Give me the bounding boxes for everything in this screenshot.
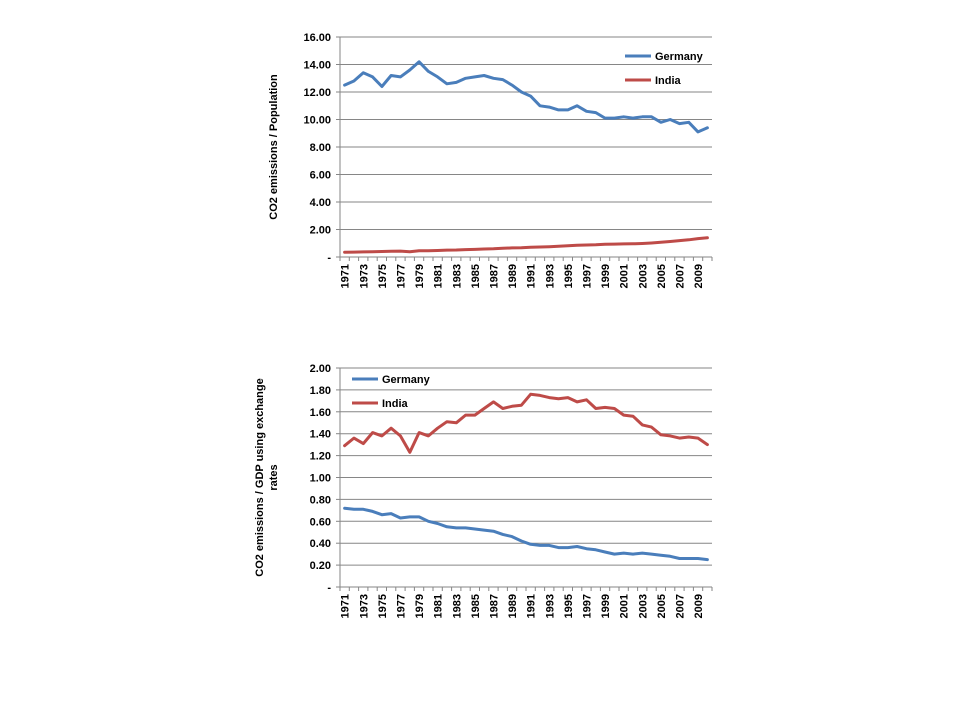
- x-tick-label: 1979: [414, 264, 427, 289]
- legend-label-india: India: [655, 75, 681, 87]
- y-axis-title: CO2 emissions / Population: [268, 74, 280, 220]
- x-tick-label: 1983: [451, 594, 464, 619]
- y-axis-title: CO2 emissions / GDP using exchange: [254, 378, 266, 577]
- series-line-germany: [345, 62, 708, 132]
- y-tick-label: 1.80: [309, 384, 331, 397]
- y-tick-label: 0.80: [309, 494, 331, 507]
- x-tick-label: 2005: [655, 264, 668, 289]
- x-tick-label: 2001: [618, 594, 631, 619]
- x-tick-label: 1971: [339, 594, 352, 619]
- y-tick-label: 1.60: [309, 406, 331, 419]
- x-tick-label: 1993: [544, 264, 557, 289]
- x-tick-label: 1991: [525, 264, 538, 289]
- y-tick-label: 14.00: [303, 59, 331, 72]
- y-tick-label: 2.00: [309, 363, 331, 375]
- y-tick-label: 12.00: [303, 87, 331, 99]
- x-tick-label: 1989: [507, 594, 520, 619]
- y-tick-label: -: [327, 582, 331, 594]
- x-tick-label: 1991: [525, 594, 538, 619]
- x-tick-label: 1997: [581, 264, 594, 289]
- y-tick-label: -: [327, 252, 331, 264]
- x-tick-label: 1971: [339, 264, 352, 289]
- x-tick-label: 1981: [432, 594, 445, 619]
- y-tick-label: 6.00: [309, 169, 331, 182]
- x-tick-label: 1985: [469, 594, 482, 619]
- y-tick-label: 8.00: [309, 142, 331, 154]
- x-tick-label: 1975: [376, 594, 389, 619]
- y-tick-label: 0.60: [309, 516, 331, 529]
- x-tick-label: 1977: [395, 594, 408, 619]
- y-tick-label: 4.00: [309, 197, 331, 209]
- x-tick-label: 1995: [562, 594, 575, 619]
- x-tick-label: 1977: [395, 264, 408, 289]
- y-tick-label: 1.20: [309, 450, 331, 463]
- y-tick-label: 16.00: [303, 32, 331, 44]
- x-tick-label: 1979: [414, 594, 427, 619]
- legend-label-germany: Germany: [382, 374, 430, 386]
- legend-label-india: India: [382, 398, 408, 410]
- x-tick-label: 1973: [358, 264, 371, 289]
- y-tick-label: 2.00: [309, 224, 331, 237]
- series-line-germany: [345, 508, 708, 559]
- x-tick-label: 2009: [693, 594, 706, 619]
- x-tick-label: 1999: [600, 264, 613, 289]
- y-tick-label: 0.20: [309, 560, 331, 573]
- x-tick-label: 1987: [488, 594, 501, 619]
- x-tick-label: 1975: [376, 264, 389, 289]
- x-tick-label: 2005: [655, 594, 668, 619]
- x-tick-label: 1999: [600, 594, 613, 619]
- x-tick-label: 1981: [432, 264, 445, 289]
- x-tick-label: 2007: [674, 594, 687, 619]
- x-tick-label: 2009: [693, 264, 706, 289]
- y-tick-label: 1.00: [309, 472, 331, 485]
- x-tick-label: 1993: [544, 594, 557, 619]
- x-tick-label: 2007: [674, 264, 687, 289]
- y-axis-title: rates: [268, 464, 280, 491]
- x-tick-label: 1997: [581, 594, 594, 619]
- x-tick-label: 1973: [358, 594, 371, 619]
- x-tick-label: 1995: [562, 264, 575, 289]
- x-tick-label: 1983: [451, 264, 464, 289]
- y-tick-label: 10.00: [303, 114, 331, 127]
- x-tick-label: 1987: [488, 264, 501, 289]
- x-tick-label: 1985: [469, 264, 482, 289]
- legend-label-germany: Germany: [655, 51, 703, 63]
- x-tick-label: 2003: [637, 594, 650, 619]
- x-tick-label: 1989: [507, 264, 520, 289]
- chart-co2-per-gdp: [254, 363, 712, 618]
- x-tick-label: 2003: [637, 264, 650, 289]
- chart-co2-per-population: [268, 32, 712, 288]
- y-tick-label: 0.40: [309, 538, 331, 551]
- y-tick-label: 1.40: [309, 428, 331, 441]
- x-tick-label: 2001: [618, 264, 631, 289]
- series-line-india: [345, 238, 708, 252]
